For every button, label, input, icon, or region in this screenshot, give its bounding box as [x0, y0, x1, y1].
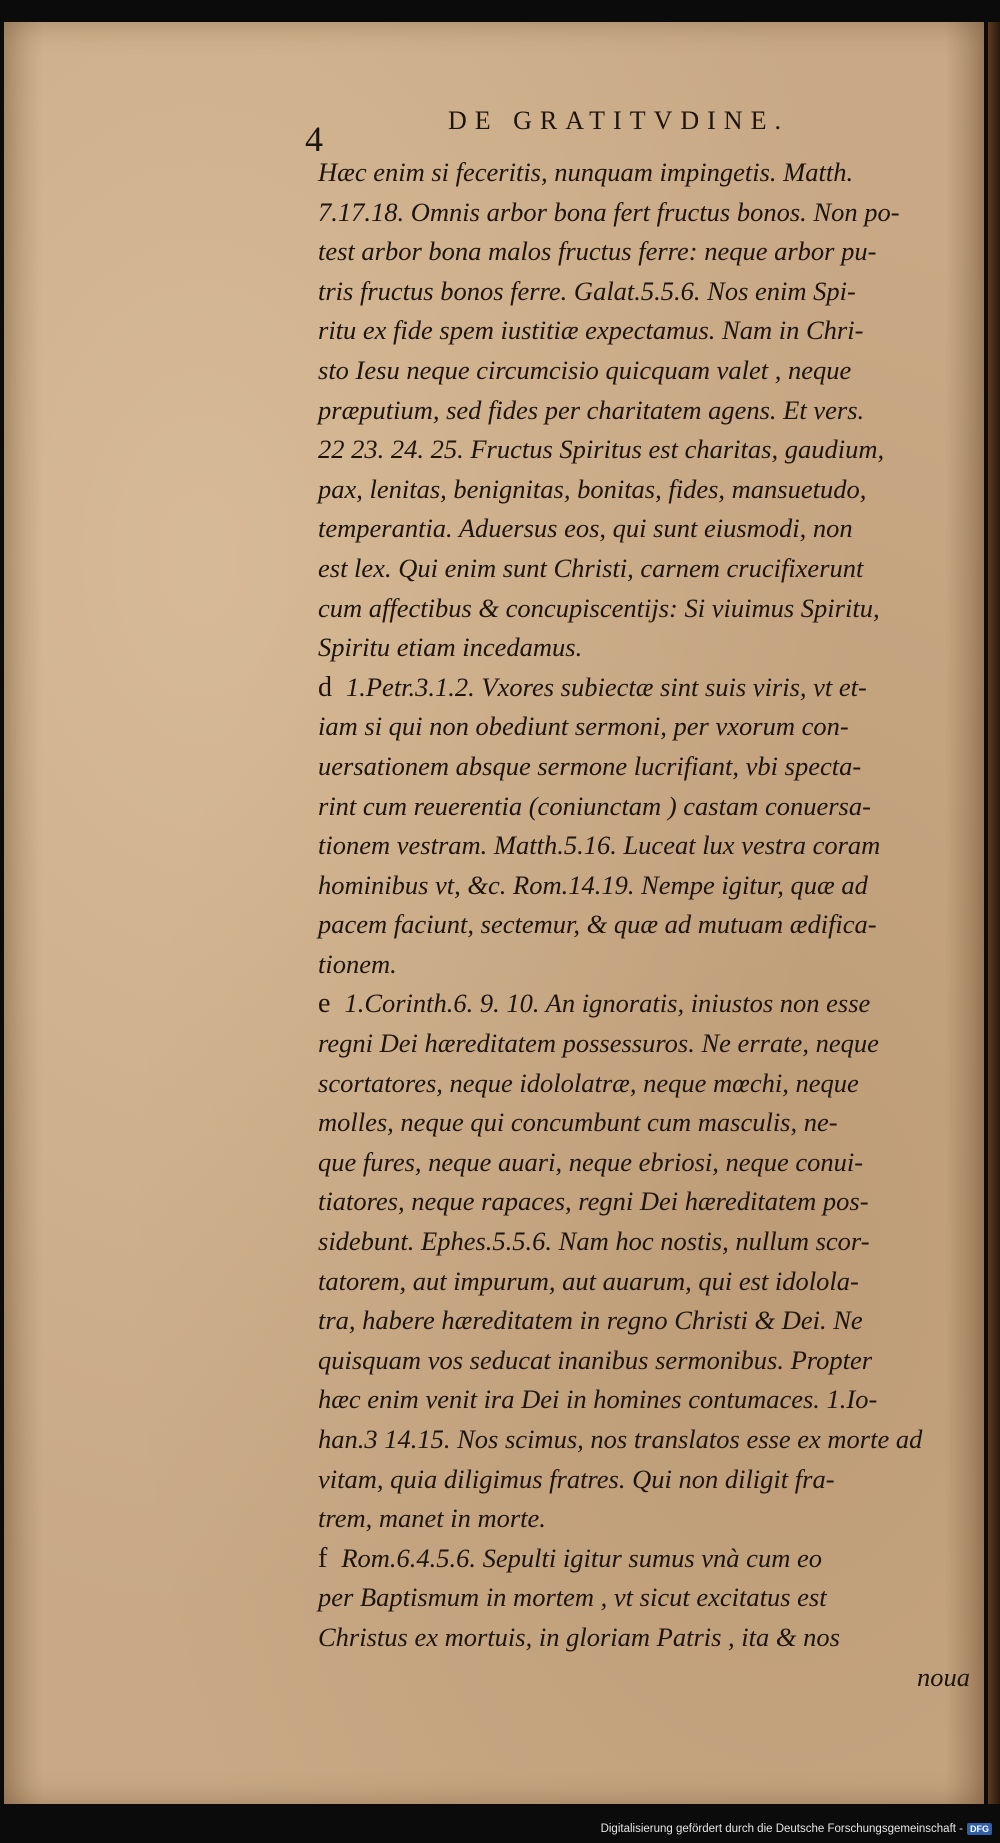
line-text: tris fructus bonos ferre. Galat.5.5.6. Nos enim Spi-	[318, 275, 856, 306]
text-line	[318, 1380, 978, 1420]
line-text: tatorem, aut impurum, aut auarum, qui est idolola-	[318, 1265, 859, 1296]
line-text: Hæc enim si feceritis, nunquam impingetis. Matth.	[318, 157, 854, 187]
line-text: uersationem absque sermone lucrifiant, vbi specta-	[318, 750, 862, 781]
text-line	[318, 1301, 978, 1341]
line-text: scortatores, neque idololatræ, neque mœchi, neque	[318, 1067, 859, 1098]
text-line	[318, 747, 978, 787]
dfg-logo: DFG	[967, 1823, 992, 1835]
text-line	[318, 589, 978, 629]
line-text: pacem faciunt, sectemur, & quæ ad mutuam ædifica-	[318, 909, 877, 940]
body-text	[318, 153, 978, 1697]
line-text: quisquam vos seducat inanibus sermonibus. Propter	[318, 1344, 873, 1375]
line-text: rint cum reuerentia (coniunctam ) castam conuersa-	[318, 790, 871, 821]
text-line	[318, 430, 978, 470]
credit-text: Digitalisierung gefördert durch die Deutsche Forschungsgemeinschaft -	[600, 1823, 963, 1835]
line-text: tiatores, neque rapaces, regni Dei hæreditatem pos-	[318, 1186, 869, 1217]
line-text: test arbor bona malos fructus ferre: neque arbor pu-	[318, 236, 877, 267]
text-line	[318, 1420, 978, 1460]
line-text: molles, neque qui concumbunt cum masculis, ne-	[318, 1107, 838, 1138]
text-line	[318, 232, 978, 272]
line-text: 7.17.18. Omnis arbor bona fert fructus bonos. Non po-	[318, 196, 900, 227]
line-text: cum affectibus & concupiscentijs: Si viuimus Spiritu,	[318, 592, 880, 623]
line-text: tionem vestram. Matth.5.16. Luceat lux vestra coram	[318, 830, 881, 861]
text-line	[318, 1578, 978, 1618]
text-line	[318, 1103, 978, 1143]
text-line	[318, 391, 978, 431]
text-line	[318, 707, 978, 747]
text-line	[318, 984, 978, 1024]
text-line	[318, 1222, 978, 1262]
line-text: 1.Corinth.6. 9. 10. An ignoratis, iniustos non esse	[344, 988, 871, 1019]
text-line	[318, 470, 978, 510]
line-text: iam si qui non obediunt sermoni, per vxorum con-	[318, 711, 849, 742]
text-line	[318, 1499, 978, 1539]
text-line	[318, 153, 978, 193]
text-line	[318, 272, 978, 312]
line-text: Spiritu etiam incedamus.	[318, 632, 583, 663]
footnote-marker: d	[318, 671, 332, 703]
line-text: Rom.6.4.5.6. Sepulti igitur sumus vnà cum eo	[341, 1542, 822, 1573]
text-line	[318, 1658, 978, 1698]
text-line	[318, 1262, 978, 1302]
book-edge	[988, 22, 1000, 1804]
line-text: per Baptismum in mortem , vt sicut excitatus est	[318, 1582, 827, 1613]
line-text: præputium, sed fides per charitatem agens. Et vers.	[318, 394, 865, 425]
text-line	[318, 668, 978, 708]
line-text: sidebunt. Ephes.5.5.6. Nam hoc nostis, nullum scor-	[318, 1226, 870, 1257]
text-line	[318, 311, 978, 351]
line-text: trem, manet in morte.	[318, 1503, 546, 1534]
line-text: noua	[917, 1661, 970, 1692]
footnote-marker: f	[318, 1542, 328, 1574]
text-line	[318, 1024, 978, 1064]
text-line	[318, 1182, 978, 1222]
line-text: 22 23. 24. 25. Fructus Spiritus est charitas, gaudium,	[318, 434, 885, 465]
text-line	[318, 866, 978, 906]
text-line	[318, 826, 978, 866]
text-line	[318, 193, 978, 233]
text-line	[318, 351, 978, 391]
line-text: 1.Petr.3.1.2. Vxores subiectæ sint suis viris, vt et-	[346, 671, 867, 702]
text-line	[318, 787, 978, 827]
line-text: sto Iesu neque circumcisio quicquam valet , neque	[318, 354, 852, 385]
line-text: Christus ex mortuis, in gloriam Patris , ita & nos	[318, 1621, 840, 1652]
line-text: tionem.	[318, 948, 397, 979]
line-text: vitam, quia diligimus fratres. Qui non diligit fra-	[318, 1463, 835, 1494]
text-line	[318, 549, 978, 589]
line-text: han.3 14.15. Nos scimus, nos translatos esse ex morte ad	[318, 1424, 923, 1454]
page-number: 4	[305, 119, 323, 159]
digitization-credit	[601, 1823, 992, 1835]
footnote-marker: e	[318, 988, 331, 1020]
text-line	[318, 945, 978, 985]
text-line	[318, 905, 978, 945]
line-text: hominibus vt, &c. Rom.14.19. Nempe igitur, quæ ad	[318, 869, 868, 900]
line-text: est lex. Qui enim sunt Christi, carnem crucifixerunt	[318, 552, 864, 583]
line-text: ritu ex fide spem iustitiæ expectamus. Nam in Chri-	[318, 315, 864, 346]
text-line	[318, 1143, 978, 1183]
text-line	[318, 1460, 978, 1500]
line-text: hæc enim venit ira Dei in homines contumaces. 1.Io-	[318, 1384, 878, 1415]
text-line	[318, 1341, 978, 1381]
running-title: DE GRATITVDINE.	[448, 106, 789, 135]
text-line	[318, 1539, 978, 1579]
line-text: tra, habere hæreditatem in regno Christi & Dei. Ne	[318, 1305, 863, 1336]
text-line	[318, 628, 978, 668]
line-text: pax, lenitas, benignitas, bonitas, fides, mansuetudo,	[318, 473, 867, 504]
text-line	[318, 1618, 978, 1658]
text-line	[318, 1064, 978, 1104]
line-text: que fures, neque auari, neque ebriosi, neque conui-	[318, 1146, 864, 1177]
text-line	[318, 509, 978, 549]
line-text: temperantia. Aduersus eos, qui sunt eiusmodi, non	[318, 513, 853, 544]
line-text: regni Dei hæreditatem possessuros. Ne errate, neque	[318, 1028, 879, 1059]
